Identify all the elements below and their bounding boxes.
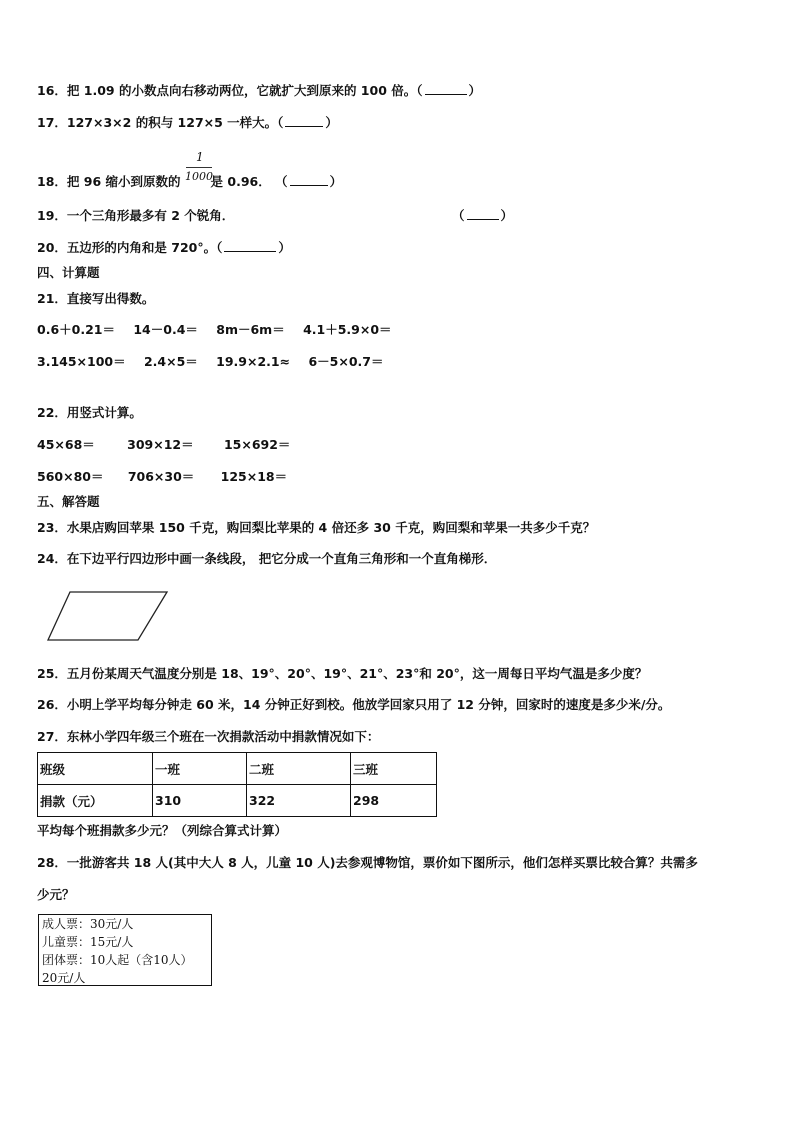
ticket-line: 团体票：10人起（含10人） <box>42 953 193 967</box>
question-number: 21． <box>37 291 67 306</box>
vertical-calc-row-1 <box>37 437 290 453</box>
calc-row-2 <box>37 354 383 370</box>
question-number: 28． <box>37 855 67 870</box>
answer-blank[interactable] <box>467 208 499 220</box>
question-24 <box>37 551 496 567</box>
fraction-bar <box>186 167 212 168</box>
calc-item: 2.4×5＝ <box>143 354 198 369</box>
question-17: 17．127×3×2 的积与 127×5 一样大。（ ） <box>37 115 338 130</box>
table-cell: 一班 <box>153 753 247 785</box>
calc-item: 8m－6m＝ <box>216 322 285 337</box>
ticket-line: 20元/人 <box>42 971 86 985</box>
question-text-post: 是 0.96． （ <box>210 174 288 189</box>
answer-blank[interactable] <box>285 115 323 127</box>
calc-item: 125×18＝ <box>220 469 288 484</box>
ticket-line: 儿童票：15元/人 <box>42 935 134 949</box>
question-text-pre: 把 96 缩小到原数的 <box>66 174 181 189</box>
section-heading-5: 五、解答题 <box>37 494 100 509</box>
question-number: 23． <box>37 520 67 535</box>
calc-item: 706×30＝ <box>127 469 195 484</box>
question-text: 东林小学四年级三个班在一次捐款活动中捐款情况如下： <box>66 729 380 744</box>
question-19 <box>37 208 234 224</box>
question-number: 17． <box>37 115 67 130</box>
question-text: 把 1.09 的小数点向右移动两位，它就扩大到原来的 100 倍。（ <box>66 83 423 98</box>
question-text: 在下边平行四边形中画一条线段， 把它分成一个直角三角形和一个直角梯形． <box>66 551 497 566</box>
question-16: 16．把 1.09 的小数点向右移动两位，它就扩大到原来的 100 倍。（ ） <box>37 83 482 98</box>
question-19-answer: （ ） <box>452 208 514 223</box>
question-text: 五月份某周天气温度分别是 18、19°、20°、19°、21°、23°和 20°，这一周每日平均气温是多少度？ <box>66 666 648 681</box>
question-28 <box>37 855 698 871</box>
calc-item: 15×692＝ <box>223 437 291 452</box>
question-27-followup: 平均每个班捐款多少元？（列综合算式计算） <box>37 823 288 838</box>
question-22 <box>37 405 142 421</box>
calc-item: 19.9×2.1≈ <box>216 354 291 369</box>
question-text: 127×3×2 的积与 127×5 一样大。（ <box>66 115 284 130</box>
question-number: 22． <box>37 405 67 420</box>
question-text: 水果店购回苹果 150 千克，购回梨比苹果的 4 倍还多 30 千克，购回梨和苹果一共多少千克？ <box>66 520 596 535</box>
question-number: 25． <box>37 666 67 681</box>
calc-item: 0.6＋0.21＝ <box>37 322 115 337</box>
calc-item: 560×80＝ <box>37 469 104 484</box>
table-cell: 322 <box>247 785 351 817</box>
vertical-calc-row-2 <box>37 469 287 485</box>
question-number: 19． <box>37 208 67 223</box>
question-27 <box>37 729 379 745</box>
table-cell: 298 <box>351 785 437 817</box>
table-cell: 捐款（元） <box>38 785 153 817</box>
table-cell: 二班 <box>247 753 351 785</box>
answer-blank[interactable] <box>290 174 328 186</box>
table-row <box>38 785 437 817</box>
question-20: 20．五边形的内角和是 720°。（ ） <box>37 240 291 255</box>
calc-row-1 <box>37 322 392 338</box>
calc-item: 45×68＝ <box>37 437 95 452</box>
fraction-denominator: 1000 <box>185 170 213 183</box>
calc-item: 309×12＝ <box>127 437 194 452</box>
parallelogram-shape <box>48 592 167 640</box>
section-heading-4: 四、计算题 <box>37 265 100 280</box>
table-header-row <box>38 753 437 785</box>
question-text: 用竖式计算。 <box>66 405 142 420</box>
question-number: 26． <box>37 697 67 712</box>
question-text: 小明上学平均每分钟走 60 米，14 分钟正好到校。他放学回家只用了 12 分钟，回家时的速度是多少米/分。 <box>66 697 671 712</box>
table-cell: 班级 <box>38 753 153 785</box>
ticket-line: 成人票：30元/人 <box>42 917 134 931</box>
question-text: 直接写出得数。 <box>66 291 155 306</box>
question-number: 18． <box>37 174 67 189</box>
table-cell: 三班 <box>351 753 437 785</box>
calc-item: 3.145×100＝ <box>37 354 126 369</box>
question-18: 18．把 96 缩小到原数的 是 0.96． （ ） <box>37 174 343 189</box>
question-text: 一个三角形最多有 2 个锐角． <box>66 208 235 223</box>
question-text: 一批游客共 18 人(其中大人 8 人，儿童 10 人)去参观博物馆，票价如下图所示，他们怎样买票比较合算？共需多 <box>66 855 698 870</box>
question-28-continued: 少元？ <box>37 887 75 902</box>
question-26 <box>37 697 670 713</box>
question-text: 五边形的内角和是 720°。（ <box>66 240 223 255</box>
question-number: 24． <box>37 551 67 566</box>
answer-blank[interactable] <box>224 240 276 252</box>
question-21 <box>37 291 154 307</box>
parallelogram-figure <box>40 588 175 644</box>
fraction-numerator: 1 <box>196 150 204 164</box>
donation-table <box>37 752 437 817</box>
ticket-price-box <box>38 914 212 986</box>
calc-item: 4.1＋5.9×0＝ <box>303 322 392 337</box>
question-number: 20． <box>37 240 67 255</box>
question-25 <box>37 666 647 682</box>
answer-blank[interactable] <box>425 83 467 95</box>
table-cell: 310 <box>153 785 247 817</box>
calc-item: 6－5×0.7＝ <box>308 354 384 369</box>
calc-item: 14－0.4＝ <box>133 322 198 337</box>
question-number: 16． <box>37 83 67 98</box>
question-23 <box>37 520 595 536</box>
question-number: 27． <box>37 729 67 744</box>
